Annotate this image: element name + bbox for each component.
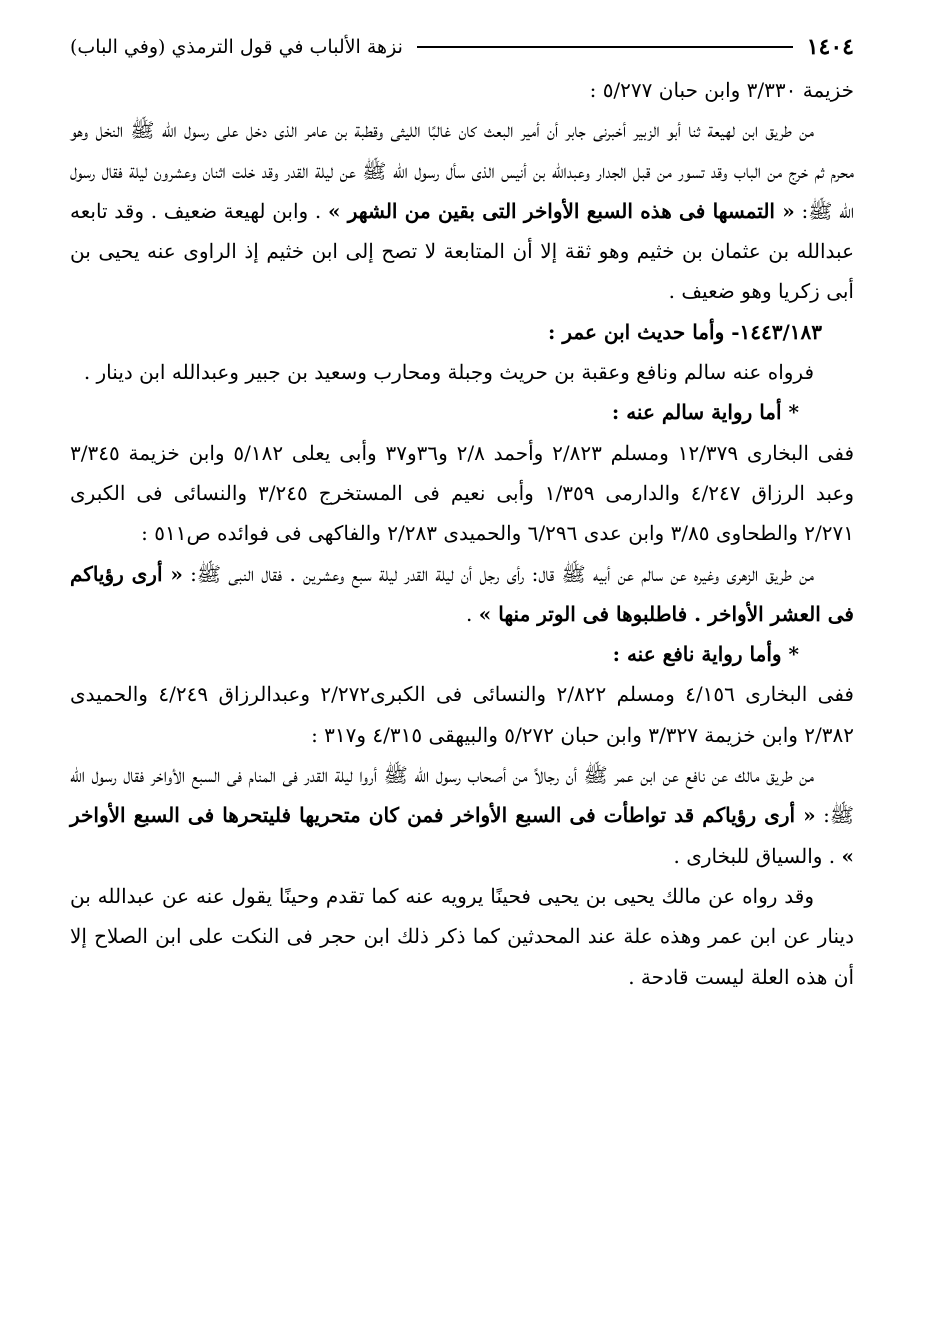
paragraph-nafi-sources: ففى البخارى ٤/١٥٦ ومسلم ٢/٨٢٢ والنسائى فى الكبرى٢/٢٧٢ وعبدالرزاق ٤/٢٤٩ والحميدى ٢/٣٨٢ وابن خزيمة ٣/٣٢٧ وابن حبان ٥/٢٧٢ والبيهقى ٤/٣١٥ و٣١٧ :: [70, 682, 854, 747]
hadith-quote: « التمسها فى هذه السبع الأواخر التى بقين من الشهر »: [327, 198, 795, 223]
paragraph-nafi-hadith: [70, 755, 854, 876]
paragraph-malik-note: وقد رواه عن مالك يحيى بن يحيى فحينًا يرويه عنه كما تقدم وحينًا يقول عنه عن عبدالله بن دينار عن ابن عمر وهذه علة عند المحدثين كما ذكر ذلك ابن حجر فى النكت على ابن الصلاح إلا أن هذه العلة ليست قادحة .: [70, 883, 854, 989]
paragraph-text: من طريق مالك عن نافع عن ابن عمر ﷺ أن رجالاً من أصحاب رسول الله ﷺ أروا ليلة القدر فى المنام فى السبع الأواخر فقال رسول الله ﷺ:: [70, 763, 854, 828]
paragraph-text: . والسياق للبخارى .: [673, 843, 842, 868]
page-body: [70, 70, 854, 997]
running-title: نزهة الألباب في قول الترمذي (وفي الباب): [70, 36, 403, 58]
paragraph-text: من طريق الزهرى وغيره عن سالم عن أبيه ﷺ قال: رأى رجل أن ليلة القدر ليلة سبع وعشرين . فقال النبى ﷺ:: [182, 561, 815, 586]
paragraph-jabir-hadith: [70, 110, 854, 311]
paragraph-continuation: خزيمة ٣/٣٣٠ وابن حبان ٥/٢٧٧ :: [589, 78, 854, 102]
page-number: ١٤٠٤: [806, 34, 854, 60]
paragraph-salim-hadith: [70, 554, 854, 635]
subheading-salim: * أما رواية سالم عنه :: [611, 400, 799, 425]
hadith-quote: « أرى رؤياكم فى العشر الأواخر . فاطلبوها فى الوتر منها »: [70, 561, 854, 626]
page-header: [70, 30, 854, 64]
hadith-quote: « أرى رؤياكم قد تواطأت فى السبع الأواخر فمن كان متحريها فليتحرها فى السبع الأواخر »: [70, 803, 854, 868]
paragraph-text: من طريق ابن لهيعة ثنا أبو الزبير أخبرنى جابر أن أمير البعث كان غالبًا الليثى وقطبة بن عامر الذى دخل على رسول الله ﷺ النخل وهو محرم ثم خرج من الباب وقد تسور من قبل الجدار وعبدالله بن أنيس الذى سأل رسول الله ﷺ عن ليلة القدر وقد خلت اثنان وعشرون ليلة فقال رسول الله ﷺ:: [70, 118, 855, 223]
header-rule: [417, 46, 793, 48]
subheading-nafi: * وأما رواية نافع عنه :: [612, 642, 799, 667]
section-heading-ibn-umar: ١٤٤٣/١٨٣- وأما حديث ابن عمر :: [548, 319, 822, 344]
paragraph-salim-sources: ففى البخارى ١٢/٣٧٩ ومسلم ٢/٨٢٣ وأحمد ٢/٨ و٣٦و٣٧ وأبى يعلى ٥/١٨٢ وابن خزيمة ٣/٣٤٥ وعبد الرزاق ٤/٢٤٧ والدارمى ١/٣٥٩ وأبى نعيم فى المستخرج ٣/٢٤٥ والنسائى فى الكبرى ٢/٢٧١ والطحاوى ٣/٨٥ وابن عدى ٦/٢٩٦ والحميدى ٢/٢٨٣ والفاكهى فى فوائده ص٥١١ :: [70, 440, 855, 546]
paragraph-text: .: [466, 601, 479, 626]
paragraph-narrators: فرواه عنه سالم ونافع وعقبة بن حريث وجبلة ومحارب وسعيد بن جبير وعبدالله ابن دينار .: [83, 360, 814, 385]
paragraph-text: . وابن لهيعة ضعيف . وقد تابعه عبدالله بن عثمان بن خثيم وهو ثقة إلا أن المتابعة لا تصح إلى ابن خثيم إذ الراوى عنه يحيى بن أبى زكريا وهو ضعيف .: [70, 198, 855, 304]
